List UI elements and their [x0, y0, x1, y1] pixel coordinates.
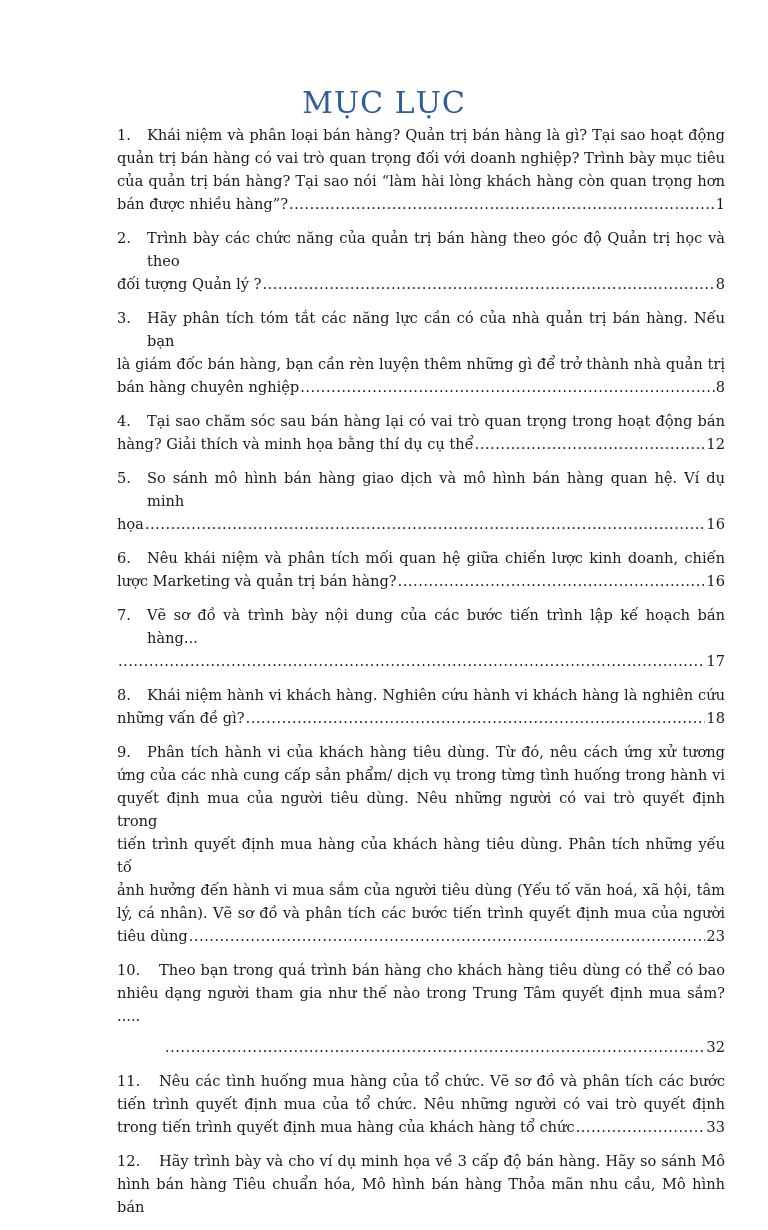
page-number: 32	[706, 1039, 725, 1056]
entry-line: lý, cá nhân). Vẽ sơ đồ và phân tích các bước tiến trình quyết định mua của người	[117, 905, 725, 922]
entry-line: là giám đốc bán hàng, bạn cần rèn luyện thêm những gì để trở thành nhà quản trị	[117, 356, 725, 373]
entry-line: ảnh hưởng đến hành vi mua sắm của người tiêu dùng (Yếu tố văn hoá, xã hội, tâm	[117, 882, 725, 899]
dot-leader	[246, 707, 706, 730]
entry-line: tiến trình quyết định mua của tổ chức. Nêu những người có vai trò quyết định	[117, 1096, 725, 1113]
entry-line: hình bán hàng Tiêu chuẩn hóa, Mô hình bán hàng Thỏa mãn nhu cầu, Mô hình	[117, 1176, 725, 1193]
entry-line: của quản trị bán hàng? Tại sao nói “làm hài lòng khách hàng còn quan trọng hơn	[117, 173, 725, 190]
page-number: 33	[706, 1119, 725, 1136]
entry-line: tiêu dùng	[117, 928, 188, 945]
entry-line: bán hàng chuyên nghiệp	[117, 379, 300, 396]
entry-line: Theo bạn trong quá trình bán hàng cho khách hàng tiêu dùng có thể có bao	[159, 962, 725, 979]
entry-line: Khái niệm hành vi khách hàng. Nghiên cứu hành vi khách hàng là nghiên cứu	[147, 687, 725, 704]
entry-line: Nêu khái niệm và phân tích mối quan hệ giữa chiến lược kinh doanh, chiến	[147, 550, 725, 567]
entry-line: Khái niệm và phân loại bán hàng? Quản trị bán hàng là gì? Tại sao hoạt động	[147, 127, 725, 144]
entry-line: quản trị bán hàng có vai trò quan trọng đối với doanh nghiệp? Trình bày mục tiêu	[117, 150, 725, 167]
entry-number: 4.	[117, 413, 131, 430]
page-number: 23	[706, 928, 725, 945]
entry-line: trong tiến trình quyết định mua hàng của khách hàng tổ chức	[117, 1119, 575, 1136]
entry-line: hàng? Giải thích và minh họa bằng thí dụ cụ thể	[117, 436, 474, 453]
page-number: 12	[706, 436, 725, 453]
page-title: MỤC LỤC	[302, 86, 466, 121]
toc-entry-2[interactable]	[117, 227, 725, 296]
toc-entry-10[interactable]	[117, 959, 725, 1059]
entry-extra: .....	[117, 1008, 141, 1025]
table-of-contents	[117, 124, 725, 1230]
toc-entry-6[interactable]	[117, 547, 725, 593]
entry-line: lược Marketing và quản trị bán hàng?	[117, 573, 397, 590]
entry-number: 1.	[117, 127, 131, 144]
entry-line: quyết định mua của người tiêu dùng. Nêu những người có vai trò quyết định trong	[117, 790, 725, 830]
page-number: 1	[715, 196, 725, 213]
entry-number: 6.	[117, 550, 131, 567]
toc-entry-3[interactable]	[117, 307, 725, 399]
page-number: 18	[706, 710, 725, 727]
entry-line: nhiêu dạng người tham gia như thế nào trong Trung Tâm quyết định mua sắm?	[117, 985, 725, 1002]
entry-number: 2.	[117, 230, 131, 247]
entry-line: So sánh mô hình bán hàng giao dịch và mô hình bán hàng quan hệ. Ví dụ minh	[147, 470, 725, 510]
toc-entry-7[interactable]	[117, 604, 725, 673]
dot-leader	[189, 925, 706, 948]
dot-leader	[165, 1036, 705, 1059]
dot-leader	[145, 513, 706, 536]
entry-line: những vấn đề gì?	[117, 710, 245, 727]
entry-line: bán	[117, 1199, 145, 1216]
entry-number: 7.	[117, 607, 131, 624]
dot-leader	[398, 570, 706, 593]
entry-line: Trình bày các chức năng của quản trị bán hàng theo góc độ Quản trị học và theo	[147, 230, 725, 270]
entry-number: 3.	[117, 310, 131, 327]
toc-entry-9[interactable]	[117, 741, 725, 948]
toc-entry-11[interactable]	[117, 1070, 725, 1139]
toc-entry-8[interactable]	[117, 684, 725, 730]
toc-entry-5[interactable]	[117, 467, 725, 536]
toc-entry-12[interactable]	[117, 1150, 725, 1219]
entry-line: Hãy phân tích tóm tắt các năng lực cần có của nhà quản trị bán hàng. Nếu bạn	[147, 310, 725, 350]
entry-line: tiến trình quyết định mua hàng của khách hàng tiêu dùng. Phân tích những yếu tố	[117, 836, 725, 876]
entry-line: đối tượng Quản lý ?	[117, 276, 262, 293]
entry-number: 11.	[117, 1073, 141, 1090]
toc-entry-4[interactable]	[117, 410, 725, 456]
dot-leader	[118, 650, 705, 673]
entry-line: Tại sao chăm sóc sau bán hàng lại có vai trò quan trọng trong hoạt động bán	[147, 413, 725, 430]
entry-number: 10.	[117, 962, 141, 979]
page-number: 17	[706, 653, 725, 670]
entry-number: 8.	[117, 687, 131, 704]
dot-leader	[289, 193, 715, 216]
dot-leader	[475, 433, 706, 456]
page-number: 16	[706, 573, 725, 590]
entry-line: Vẽ sơ đồ và trình bày nội dung của các bước tiến trình lập kế hoạch bán hàng...	[147, 607, 725, 647]
entry-line: Hãy trình bày và cho ví dụ minh họa về 3 cấp độ bán hàng. Hãy so sánh Mô	[159, 1153, 725, 1170]
dot-leader	[300, 376, 714, 399]
entry-number: 12.	[117, 1153, 141, 1170]
entry-line: họa	[117, 516, 144, 533]
dot-leader	[576, 1116, 706, 1139]
entry-line: ứng của các nhà cung cấp sản phẩm/ dịch vụ trong từng tình huống trong hành vi	[117, 767, 725, 784]
entry-line: bán được nhiều hàng”?	[117, 196, 289, 213]
toc-entry-1[interactable]	[117, 124, 725, 216]
dot-leader	[262, 273, 714, 296]
page-number: 16	[706, 516, 725, 533]
entry-line: Nêu các tình huống mua hàng của tổ chức. Vẽ sơ đồ và phân tích các bước	[159, 1073, 725, 1090]
page-number: 8	[715, 379, 725, 396]
page-number: 8	[715, 276, 725, 293]
entry-line: Phân tích hành vi của khách hàng tiêu dùng. Từ đó, nêu cách ứng xử tương	[147, 744, 725, 761]
entry-number: 5.	[117, 470, 131, 487]
entry-number: 9.	[117, 744, 131, 761]
